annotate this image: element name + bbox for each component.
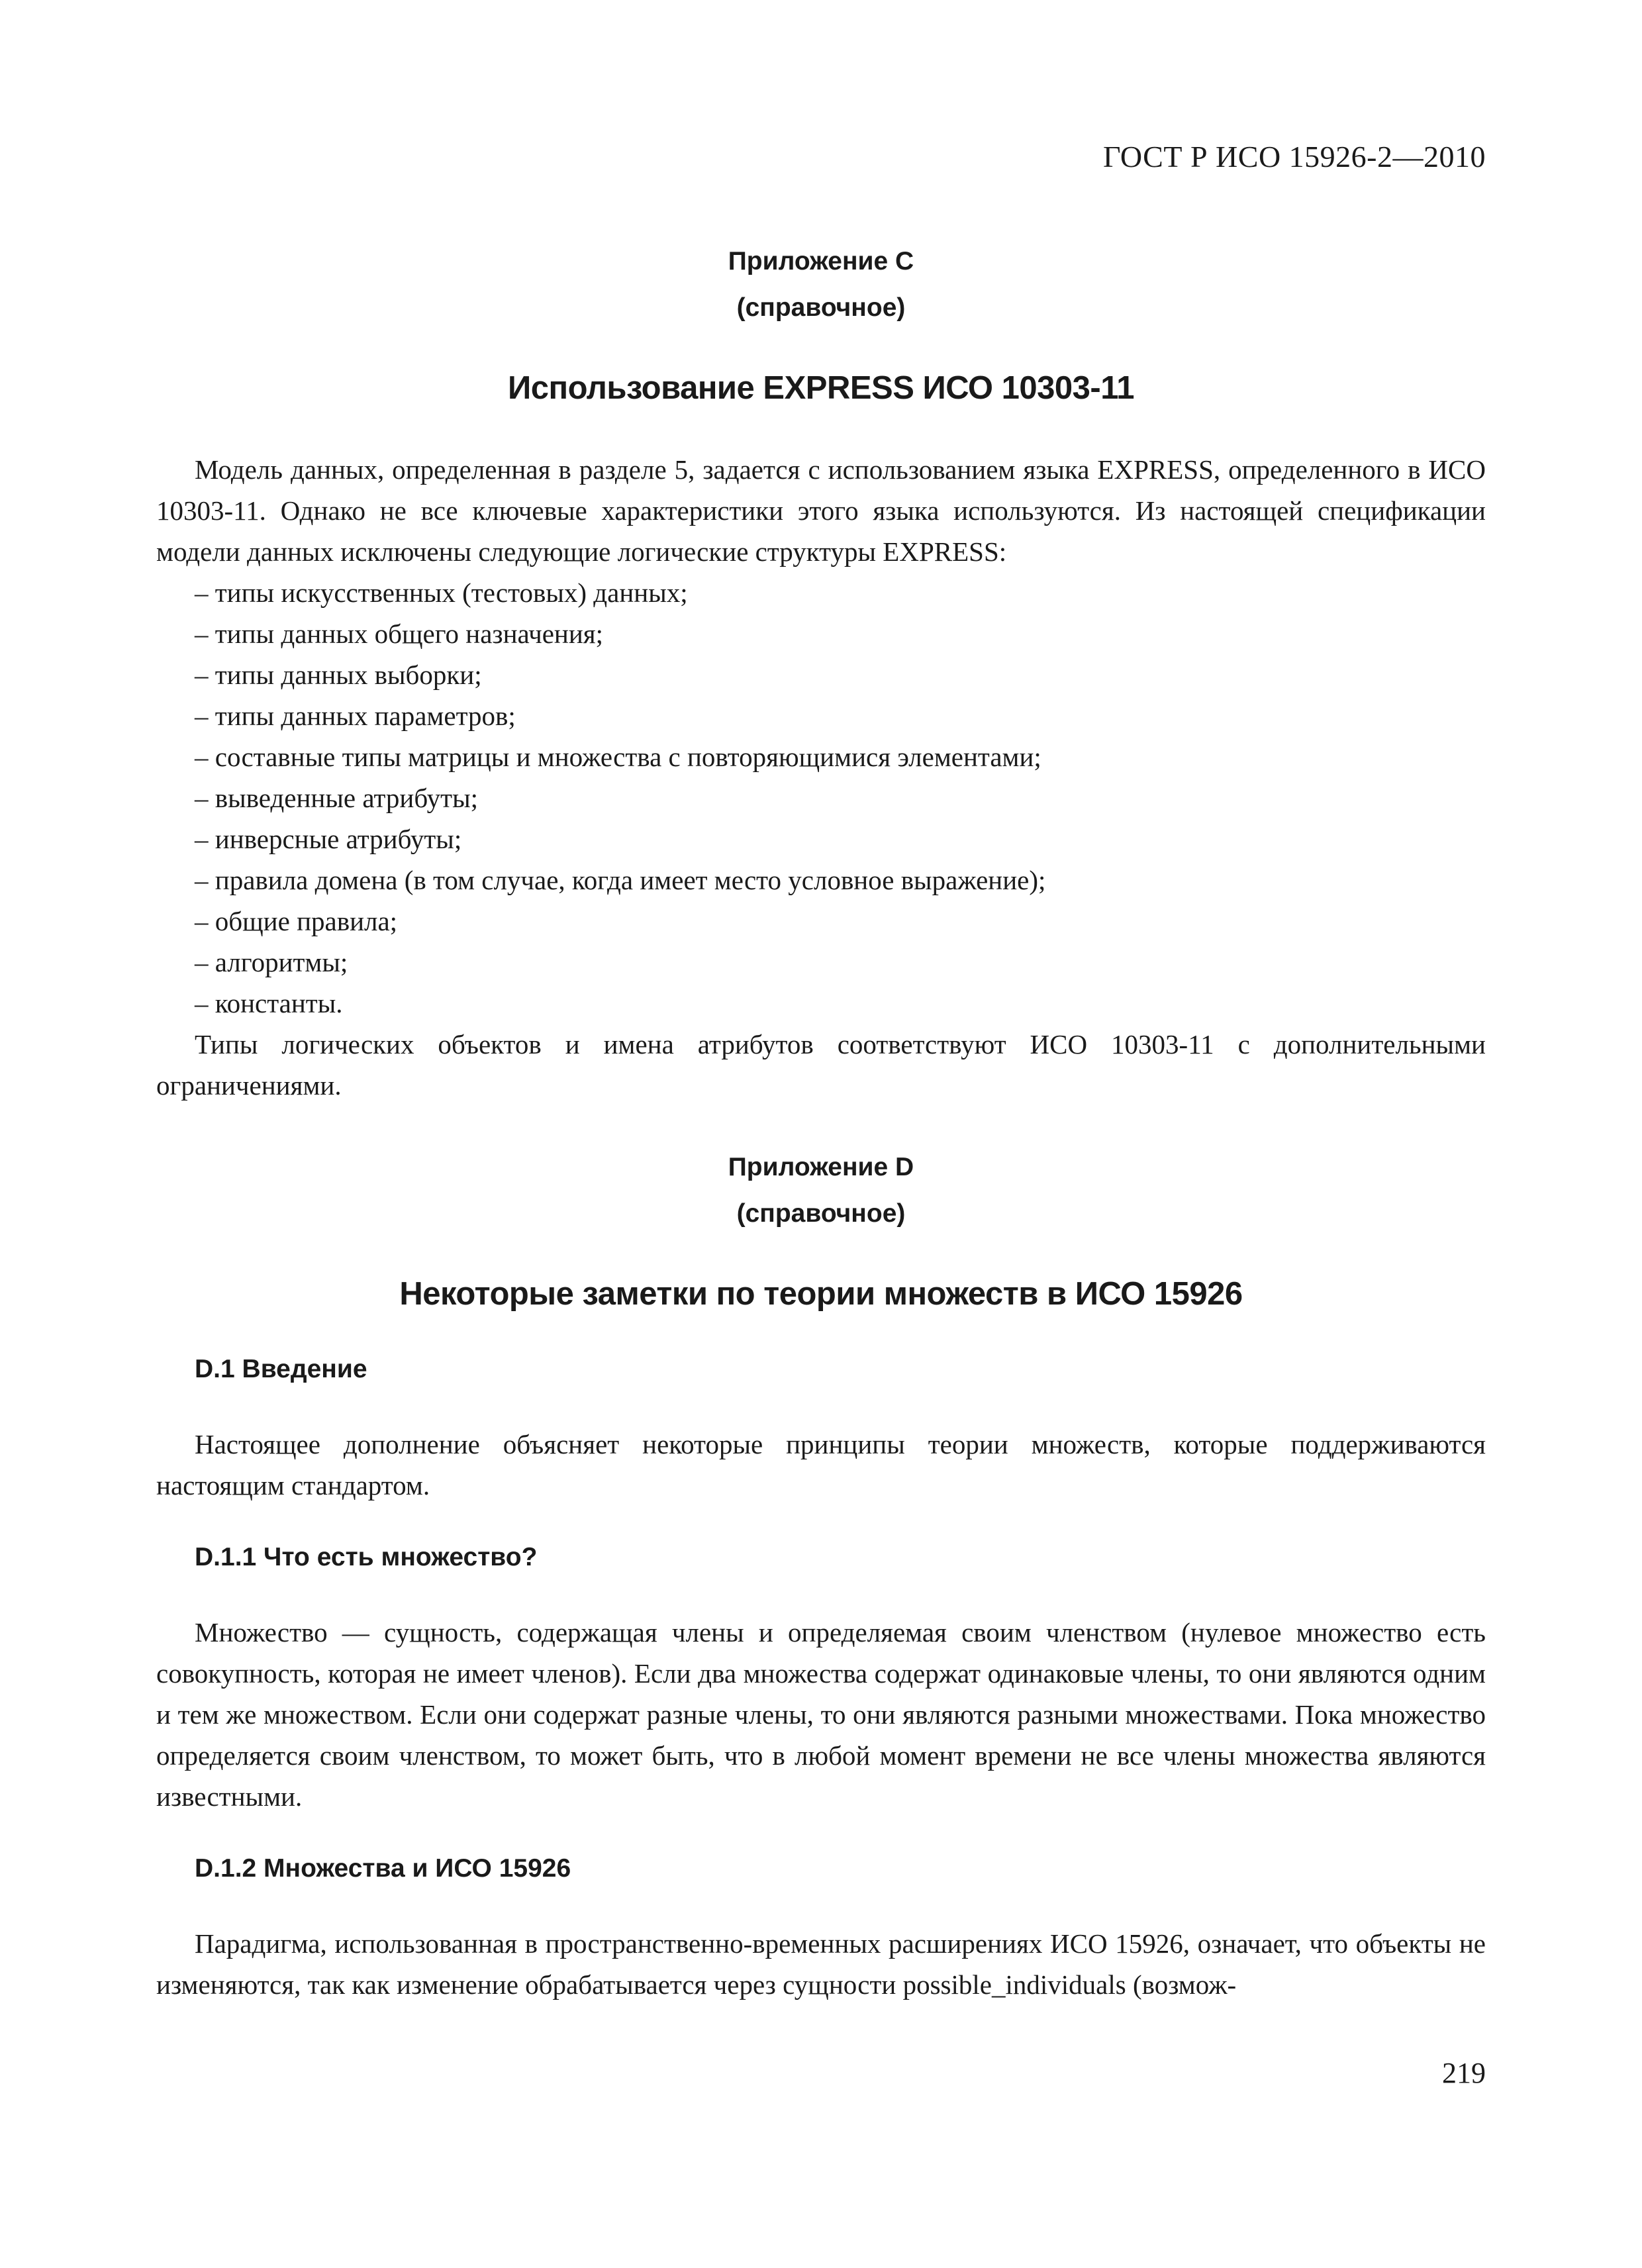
excluded-structures-list bbox=[156, 572, 1486, 1024]
section-text-d1: Настоящее дополнение объясняет некоторые принципы теории множеств, которые поддерживаются настоящим стандартом. bbox=[156, 1429, 1486, 1501]
page-content bbox=[156, 238, 1486, 2005]
standard-code-header: ГОСТ Р ИСО 15926-2—2010 bbox=[1102, 140, 1486, 173]
section-text-d1-2: Парадигма, использованная в пространственно-временных расширениях ИСО 15926, означает, что объекты не изменяются, так как изменение обрабатывается через сущности possible_individuals (возмож- bbox=[156, 1928, 1486, 2000]
annex-c-closing: Типы логических объектов и имена атрибутов соответствуют ИСО 10303-11 с дополнительными ограничениями. bbox=[156, 1029, 1486, 1101]
annex-d-label: Приложение D bbox=[728, 1153, 914, 1181]
section-heading-d1-2: D.1.2 Множества и ИСО 15926 bbox=[195, 1854, 571, 1883]
annex-c-title: Использование EXPRESS ИСО 10303-11 bbox=[508, 370, 1134, 406]
list-item: – типы данных выборки; bbox=[195, 660, 482, 690]
annex-c-status: (справочное) bbox=[736, 293, 906, 322]
list-item: – выведенные атрибуты; bbox=[195, 783, 479, 813]
list-item: – инверсные атрибуты; bbox=[195, 824, 462, 854]
annex-d-title: Некоторые заметки по теории множеств в ИСО 15926 bbox=[399, 1276, 1243, 1312]
annex-c-label: Приложение C bbox=[728, 247, 914, 275]
list-item: – общие правила; bbox=[195, 906, 398, 936]
annex-d-status: (справочное) bbox=[736, 1199, 906, 1228]
list-item: – составные типы матрицы и множества с повторяющимися элементами; bbox=[195, 742, 1041, 772]
list-item: – константы. bbox=[195, 988, 343, 1018]
list-item: – типы данных параметров; bbox=[195, 701, 516, 731]
list-item: – правила домена (в том случае, когда имеет место условное выражение); bbox=[195, 865, 1046, 895]
page-number: 219 bbox=[1442, 2057, 1486, 2089]
section-heading-d1: D.1 Введение bbox=[195, 1355, 367, 1383]
section-heading-d1-1: D.1.1 Что есть множество? bbox=[195, 1543, 538, 1571]
list-item: – алгоритмы; bbox=[195, 947, 348, 977]
annex-c-intro: Модель данных, определенная в разделе 5, задается с использованием языка EXPRESS, определенного в ИСО 10303-11. Однако не все ключевые характеристики этого языка используются. Из настоящей спецификации модели данных исключены следующие логические структуры EXPRESS: bbox=[156, 454, 1486, 567]
list-item: – типы искусственных (тестовых) данных; bbox=[195, 577, 688, 608]
list-item: – типы данных общего назначения; bbox=[195, 618, 604, 649]
section-text-d1-1: Множество — сущность, содержащая члены и определяемая своим членством (нулевое множество есть совокупность, которая не имеет членов). Если два множества содержат одинаковые члены, то они являются одним и тем же множеством. Если они содержат разные члены, то они являются разными множествами. Пока множество определяется своим членством, то может быть, что в любой момент времени не все члены множества являются известными. bbox=[156, 1617, 1486, 1812]
